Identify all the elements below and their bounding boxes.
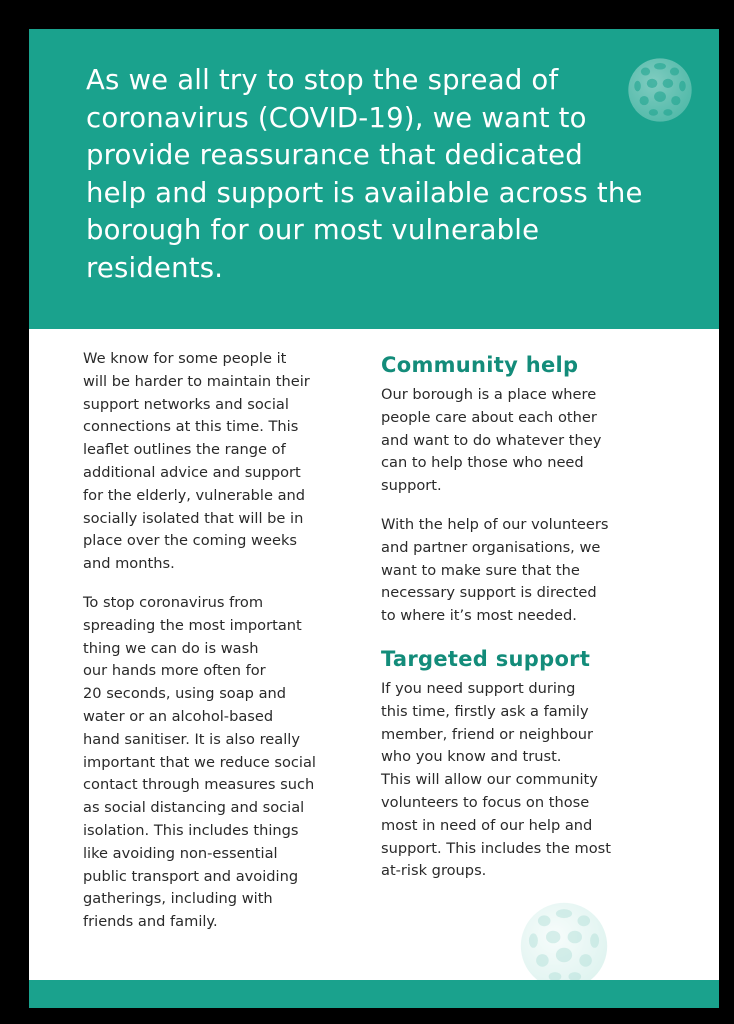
leaflet-page [29, 29, 719, 1008]
intro-paragraph: We know for some people it will be harder to maintain their support networks and social connections at this time. This leaflet outlines the range of additional advice and support for the elderly, vulnerable and socially isolated that will be in place over the coming weeks and months. [83, 350, 310, 573]
targeted-support-paragraph: If you need support during this time, firstly ask a family member, friend or neighbour who you know and trust. This will allow our community volunteers to focus on those most in need of our help and support. This includes the most at-risk groups. [381, 679, 611, 880]
hygiene-paragraph: To stop coronavirus from spreading the most important thing we can do is wash our hands more often for 20 seconds, using soap and water or an alcohol-based hand sanitiser. It is also really important that we reduce social contact through measures such as social distancing and social isolation. This includes things like avoiding non-essential public transport and avoiding gatherings, including with friends and family. [83, 593, 316, 931]
community-help-paragraph: Our borough is a place where people care about each other and want to do whatever they can to help those who need support. [381, 386, 602, 495]
targeted-support-heading: Targeted support [381, 646, 591, 671]
hero-statement: As we all try to stop the spread of coronavirus (COVID-19), we want to provide reassurance that dedicated help and support is available across the borough for our most vulnerable residents. [86, 64, 643, 284]
intro-column [83, 348, 359, 950]
hero-banner [29, 29, 719, 329]
support-column [381, 348, 677, 899]
community-help-heading: Community help [381, 353, 579, 377]
coronavirus-sphere-icon [627, 57, 693, 123]
footer-bar [29, 980, 719, 1008]
volunteers-paragraph: With the help of our volunteers and partner organisations, we want to make sure that the necessary support is directed to where it’s most needed. [381, 515, 609, 625]
coronavirus-sphere-icon [519, 901, 609, 991]
